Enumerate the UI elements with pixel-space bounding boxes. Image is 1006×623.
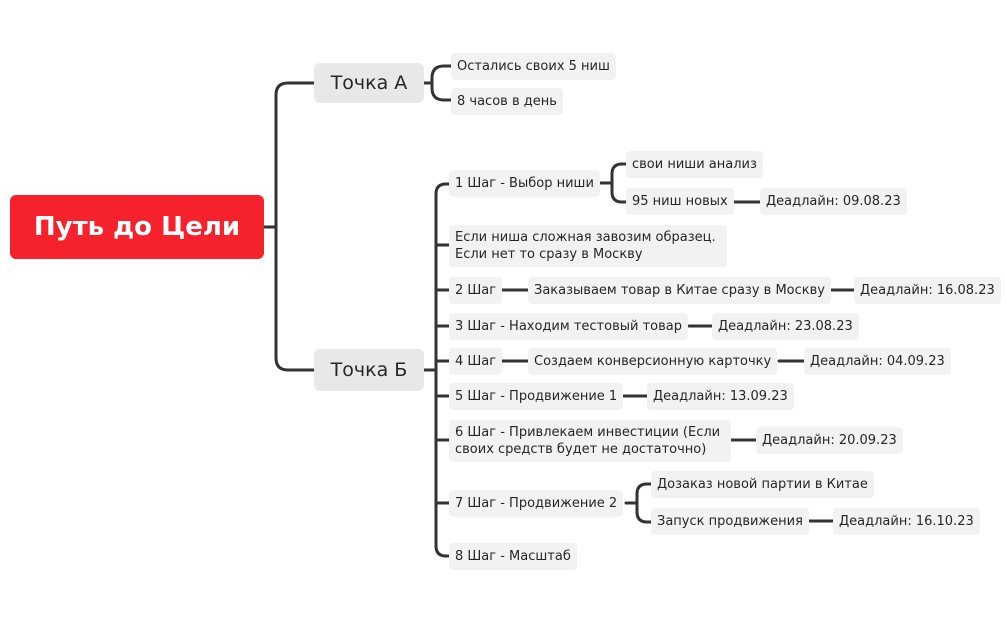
- connector-step1: [599, 164, 626, 202]
- connector-point-b: [424, 184, 449, 556]
- step7-sub-launch[interactable]: Запуск продвижения: [651, 508, 809, 535]
- step2-node[interactable]: 2 Шаг: [449, 277, 502, 304]
- connector-point-a: [424, 66, 451, 100]
- step4-node[interactable]: 4 Шаг: [449, 348, 502, 375]
- step2-deadline[interactable]: Деадлайн: 16.08.23: [854, 277, 1001, 304]
- note-node[interactable]: Если ниша сложная завозим образец. Если нет то сразу в Москву: [449, 225, 727, 267]
- step7-node[interactable]: 7 Шаг - Продвижение 2: [449, 490, 623, 517]
- point-a-item-niches[interactable]: Остались своих 5 ниш: [451, 53, 616, 80]
- point-b-node[interactable]: Точка Б: [314, 349, 424, 391]
- step1-deadline[interactable]: Деадлайн: 09.08.23: [760, 188, 907, 215]
- connector-root: [264, 83, 314, 370]
- connector-step7: [626, 484, 651, 522]
- step3-node[interactable]: 3 Шаг - Находим тестовый товар: [449, 313, 688, 340]
- step2-task[interactable]: Заказываем товар в Китае сразу в Москву: [528, 277, 831, 304]
- step5-node[interactable]: 5 Шаг - Продвижение 1: [449, 383, 623, 410]
- point-a-item-hours[interactable]: 8 часов в день: [451, 88, 563, 115]
- step1-sub-analysis[interactable]: свои ниши анализ: [626, 151, 763, 178]
- root-node[interactable]: Путь до Цели: [10, 195, 264, 259]
- step8-node[interactable]: 8 Шаг - Масштаб: [449, 543, 577, 570]
- step1-node[interactable]: 1 Шаг - Выбор ниши: [449, 170, 600, 197]
- step5-deadline[interactable]: Деадлайн: 13.09.23: [647, 383, 794, 410]
- step6-deadline[interactable]: Деадлайн: 20.09.23: [756, 427, 903, 454]
- step4-task[interactable]: Создаем конверсионную карточку: [528, 348, 777, 375]
- step6-node[interactable]: 6 Шаг - Привлекаем инвестиции (Если своих средств будет не достаточно): [449, 420, 731, 462]
- step7-deadline[interactable]: Деадлайн: 16.10.23: [833, 508, 980, 535]
- point-a-node[interactable]: Точка А: [314, 63, 424, 103]
- step1-sub-new-niches[interactable]: 95 ниш новых: [626, 188, 734, 215]
- step4-deadline[interactable]: Деадлайн: 04.09.23: [804, 348, 951, 375]
- step3-deadline[interactable]: Деадлайн: 23.08.23: [712, 313, 859, 340]
- step7-sub-reorder[interactable]: Дозаказ новой партии в Китае: [651, 471, 874, 498]
